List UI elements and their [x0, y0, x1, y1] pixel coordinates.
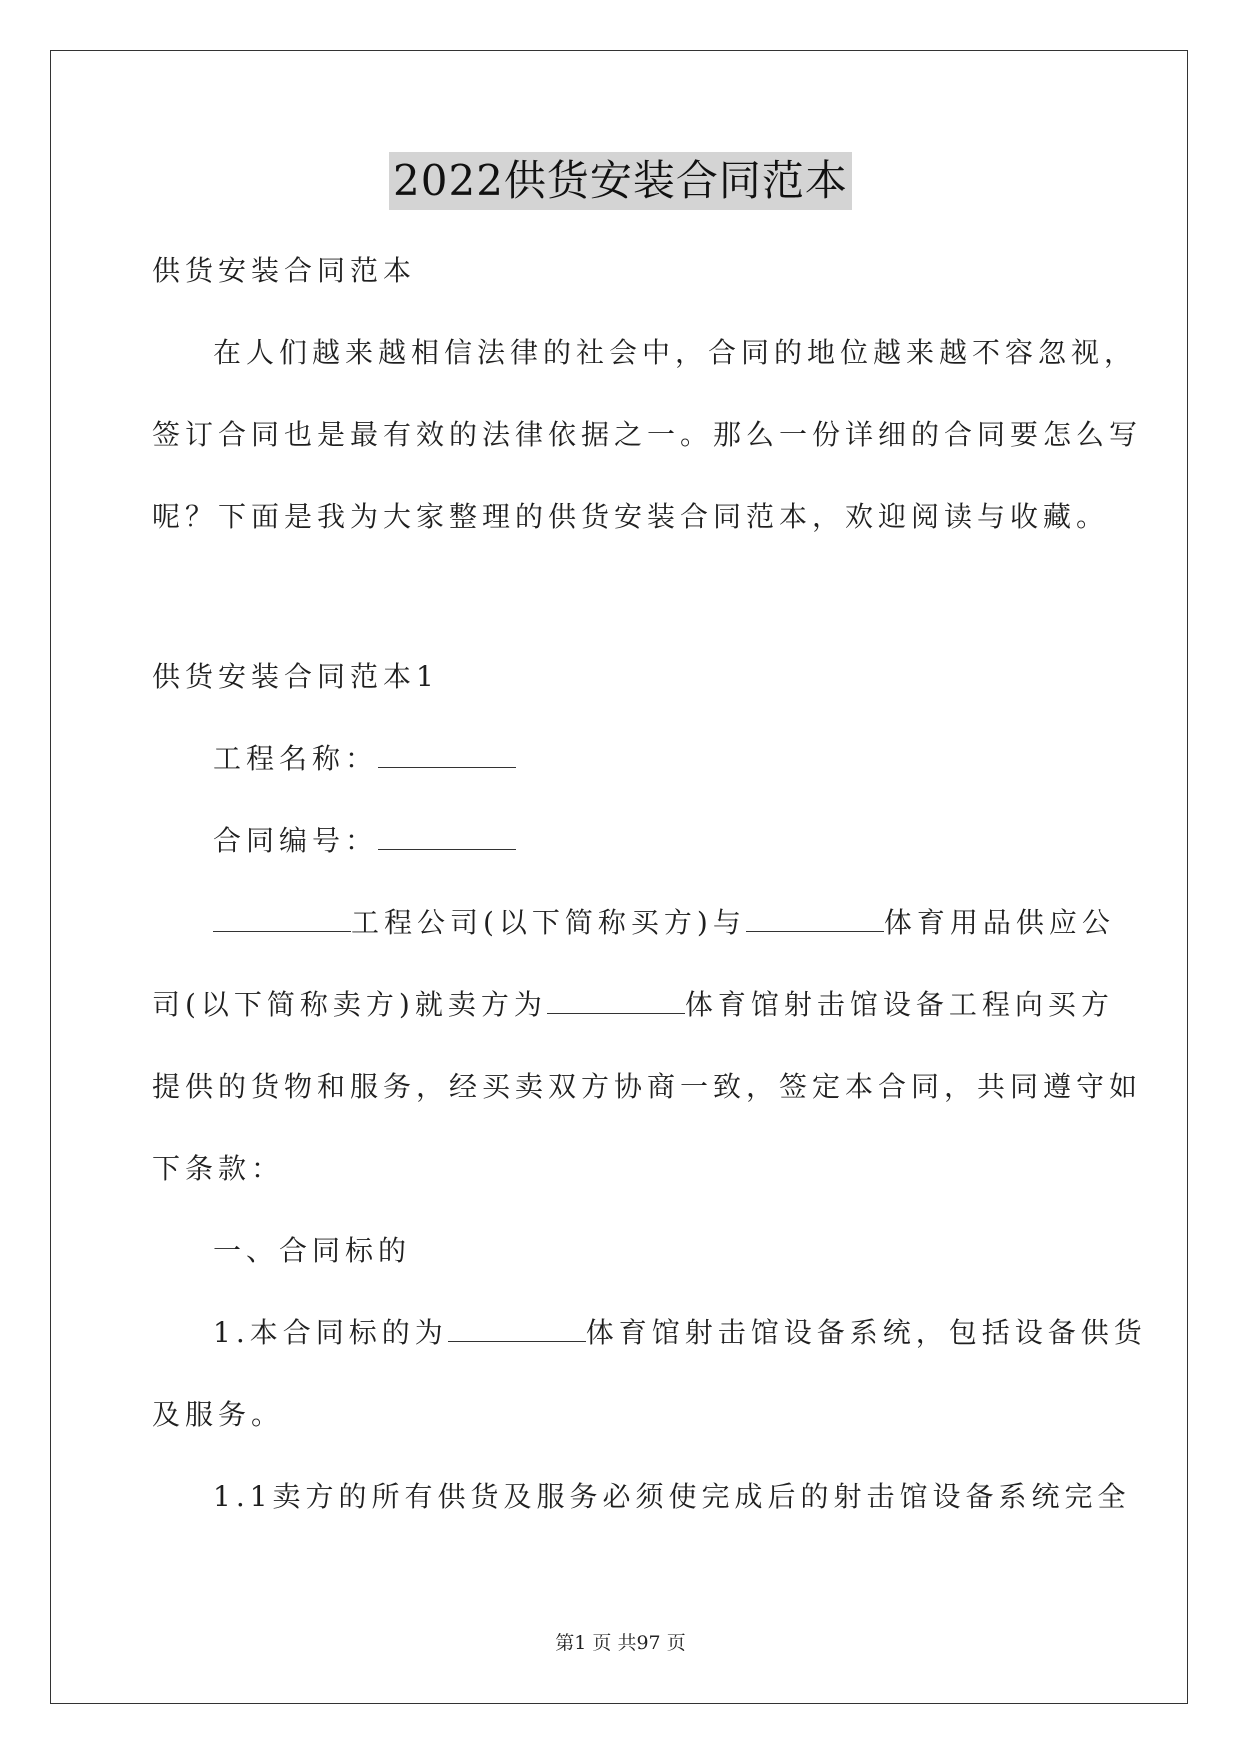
seller-blank — [746, 907, 884, 932]
intro-line-3: 呢？下面是我为大家整理的供货安装合同范本，欢迎阅读与收藏。 — [152, 500, 1110, 533]
footer-page-prefix: 第 — [555, 1632, 575, 1654]
footer-page-suffix: 页 — [666, 1632, 686, 1654]
buyer-blank — [213, 907, 351, 932]
clause-1-blank — [448, 1317, 586, 1342]
section-heading: 供货安装合同范本1 — [152, 660, 439, 693]
parties-text-1b: 体育用品供应公 — [883, 906, 1115, 939]
parties-line-1 — [152, 882, 1115, 964]
clause-1-text-b: 体育馆射击馆设备系统，包括设备供货 — [585, 1316, 1147, 1349]
clause-1-1: 1.1卖方的所有供货及服务必须使完成后的射击馆设备系统完全 — [213, 1480, 1131, 1513]
clause-one-heading: 一、合同标的 — [213, 1234, 412, 1267]
section-spacer — [152, 558, 1092, 636]
contract-number-row — [152, 800, 1092, 882]
title-container — [0, 152, 1241, 210]
project-name-label: 工程名称： — [213, 742, 379, 775]
clause-1-continuation: 及服务。 — [152, 1398, 285, 1431]
intro-line-2: 签订合同也是最有效的法律依据之一。那么一份详细的合同要怎么写 — [152, 418, 1143, 451]
intro-line-1: 在人们越来越相信法律的社会中，合同的地位越来越不容忽视， — [213, 336, 1138, 369]
footer-page-mid: 页 共 — [592, 1632, 637, 1654]
footer-page-current: 1 — [574, 1632, 587, 1654]
parties-text-1a: 工程公司(以下简称买方)与 — [351, 906, 746, 939]
parties-line-3: 提供的货物和服务，经买卖双方协商一致，签定本合同，共同遵守如 — [152, 1070, 1143, 1103]
project-name-blank — [378, 743, 516, 768]
clause-1-text-a: 1.本合同标的为 — [213, 1316, 448, 1349]
page-footer — [0, 1628, 1241, 1655]
document-title: 2022供货安装合同范本 — [389, 152, 852, 210]
document-body — [152, 230, 1147, 1538]
footer-page-total: 97 — [636, 1632, 661, 1654]
parties-line-4: 下条款： — [152, 1152, 285, 1185]
clause-1-line — [152, 1292, 1147, 1374]
project-name-row — [152, 718, 1092, 800]
parties-text-2b: 体育馆射击馆设备工程向买方 — [684, 988, 1114, 1021]
venue-blank — [547, 989, 685, 1014]
contract-number-blank — [378, 825, 516, 850]
parties-text-2a: 司(以下简称卖方)就卖方为 — [152, 988, 547, 1021]
subtitle: 供货安装合同范本 — [152, 254, 417, 287]
parties-line-2 — [152, 964, 1114, 1046]
contract-number-label: 合同编号： — [213, 824, 379, 857]
